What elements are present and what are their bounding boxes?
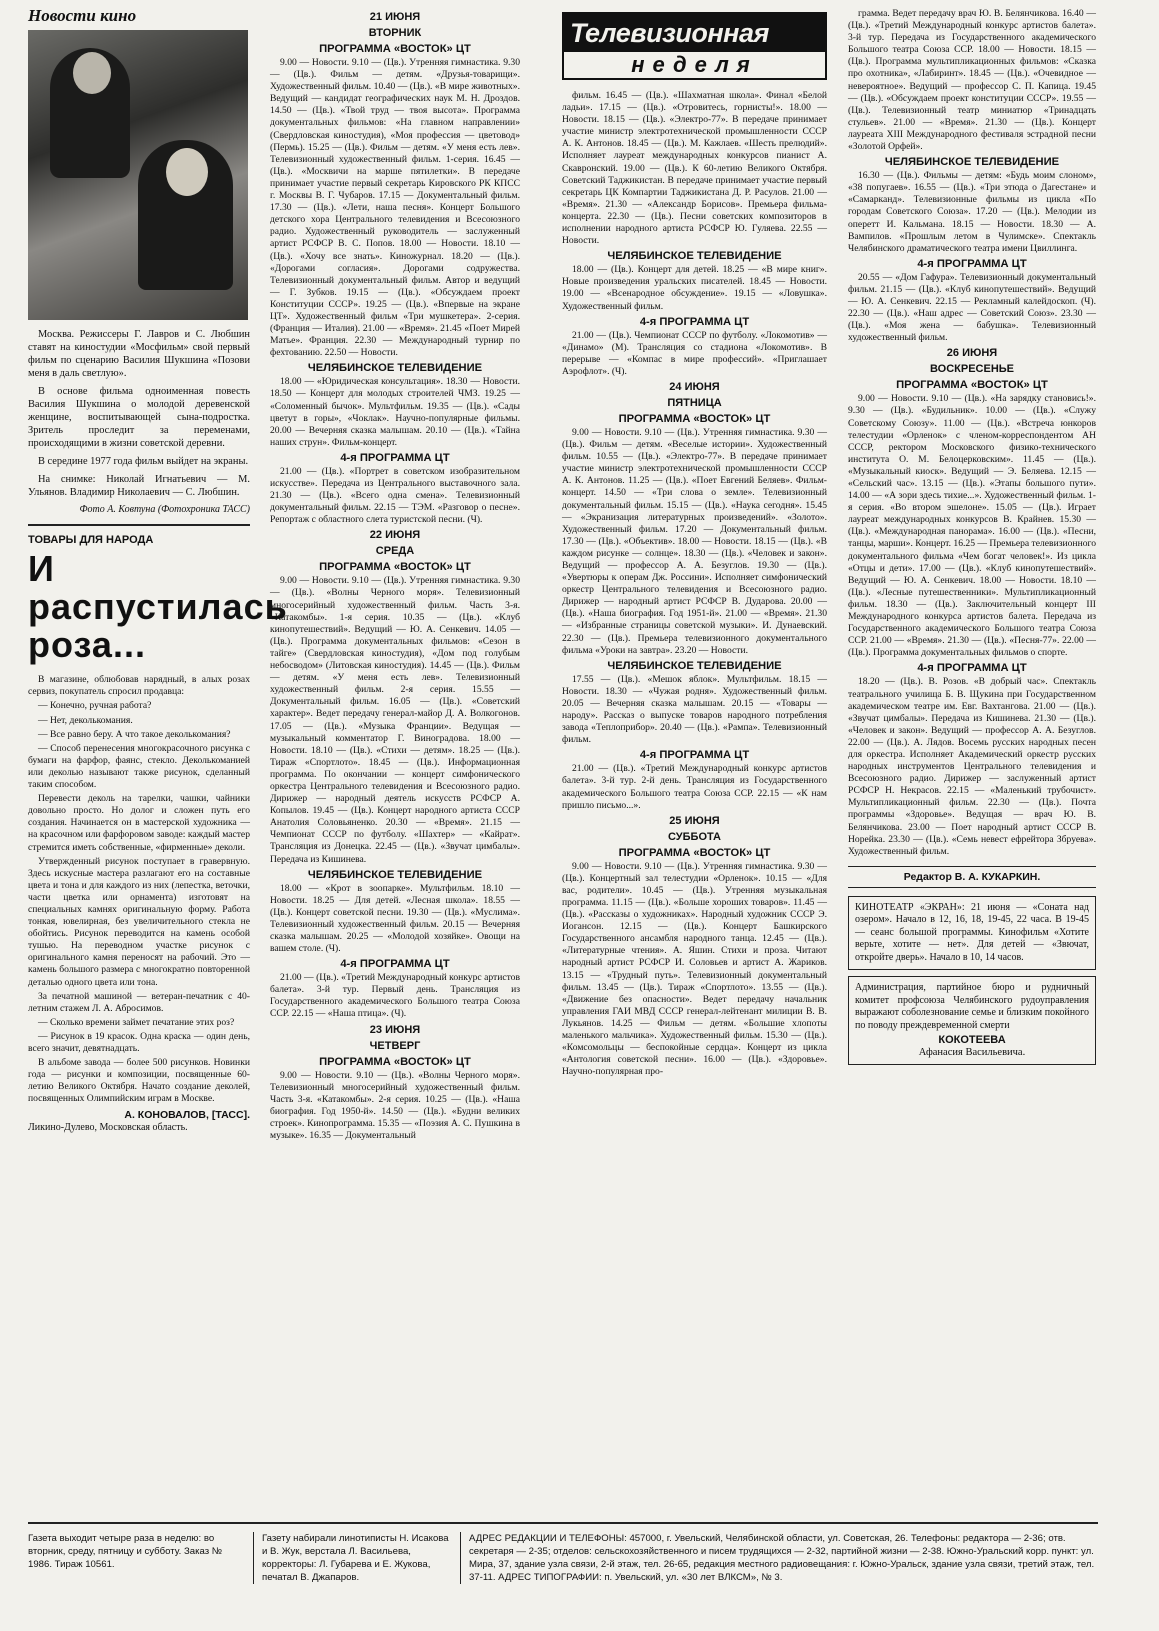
day-weekday: СРЕДА	[375, 545, 415, 558]
program-listing: грамма. Ведет передачу врач Ю. В. Белянчикова. 16.40 — (Цв.). «Третий Международный конкурс артистов балета». 3-й тур. Передача из Государственного академического Большого театра Союза ССР. 18.00 — Новости. 18.15 — (Цв.). Программа мультипликационных фильмов: «Сказка про охотника», «Лабиринт». 18.45 — (Цв.). «Очевидное — невероятное». Ведущий — профессор С. П. Капица. 19.45 — (Цв.). «Обсуждаем проект конституции СССР». 19.55 — (Цв.). Телевизионный театр миниатюр «Тринадцать стульев». 21.00 — «Время». 21.30 — (Цв.). Концерт лауреата XIII Международного фестиваля эстрадной песни «Золотой Орфей».	[848, 8, 1096, 153]
editor-line: Редактор В. А. КУКАРКИН.	[848, 866, 1096, 888]
footer-address: АДРЕС РЕДАКЦИИ И ТЕЛЕФОНЫ: 457000, г. Увельский, Челябинской области, ул. Советская, 26. Телефоны: редактора — 2-36; отв. секретаря — 2-35; отделов: сельскохозяйственного и писем трудящихся — 2-32, партийной жизни — 2-38. Южно-Уральский корр. пункт: ул. Мира, 37, здание узла связи, 2-й этаж, тел. 26-65, редакция местного радиовещания: г. Южно-Уральск, здание узла связи, третий этаж, тел. 37-11. АДРЕС ТИПОГРАФИИ: п. Увельский, ул. «30 лет ВЛКСМ», № 3.	[460, 1532, 1107, 1584]
news-paragraph: В основе фильма одноименная повесть Василия Шукшина о молодой деревенской женщине, воспитывающей сына-подростка. Зритель проследит за переменами, происходящими в жизни советской деревни.	[28, 386, 250, 450]
article-signature: А. КОНОВАЛОВ, [ТАСС].	[124, 1109, 250, 1122]
logo-bottom-text: неделя	[564, 52, 825, 78]
column-news	[28, 6, 288, 1513]
footer-staff: Газету набирали линотиписты Н. Исакова и В. Жук, верстала Л. Васильева, корректоры: Л. Губарева и Е. Жукова, печатал В. Джапаров.	[253, 1532, 452, 1584]
program-listing: 9.00 — Новости. 9.10 — (Цв.). «На зарядку становись!». 9.30 — (Цв.). «Будильник». 10.00 — (Цв.). «Служу Советскому Союзу». 11.00 — (Цв.). «Встреча юнкоров телестудии «Орленок» с членом-корреспондентом АН СССР, ректором Московского физико-технического института О. М. Белоцерковским». 11.45 — (Цв.). «Музыкальный киоск». Ведущий — Э. Беляева. 12.15 — «Сельский час». 13.15 — (Цв.). «Этапы большого пути». 14.00 — «А зори здесь тихие...». Художественный фильм. 1-я серия. «Во втором эшелоне». 15.05 — (Цв.). Играет лауреат международных конкурсов В. Крайнев. 15.30 — (Цв.). «Международная панорама». 16.00 — (Цв.). «Песни, танцы, марши». Концерт. 16.25 — Премьера телевизионного документального фильма «Чем богат человек!». Из цикла «Отцы и дети». 17.00 — (Цв.). «Клуб кинопутешествий». Ведущий — Ю. А. Сенкевич. 18.00 — Новости. 18.10 — (Цв.). «Лесные путешественники». Мультипликационный фильм. 18.30 — (Цв.). Заключительный концерт III Международного конкурса артистов балета. Передача из Государственного академического Большого театра Союза ССР. 21.00 — «Время». 21.30 — (Цв.). «Песня-77». 22.00 — (Цв.). Программа документальных фильмов о спорте.	[848, 393, 1096, 659]
program-listing: 18.00 — «Юридическая консультация». 18.30 — Новости. 18.50 — Концерт для молодых строителей ЧМЗ. 19.25 — «Соломенный бычок». Мультфильм. 19.35 — (Цв.). «Сады цветут в горы», «Чоклак». Научно-популярные фильмы. 20.00 — Вечерняя сказка малышам. 20.10 — (Цв.). «Тайна наших струн». Фильм-концерт.	[270, 376, 520, 448]
article-paragraph: В магазине, облюбовав нарядный, в алых розах сервиз, покупатель спросил продавца:	[28, 674, 250, 698]
article-paragraph: — Нет, деколькомания.	[38, 714, 133, 726]
column-tv-3	[848, 8, 1096, 1513]
article-paragraph: — Все равно беру. А что такое деколькомания?	[38, 728, 231, 740]
program-heading: ЧЕЛЯБИНСКОЕ ТЕЛЕВИДЕНИЕ	[307, 868, 483, 881]
day-weekday: СУББОТА	[668, 830, 721, 843]
program-listing: 21.00 — (Цв.). «Третий Международный конкурс артистов балета». 3-й тур. 2-й день. Трансляция из Государственного академического Большого театра Союза ССР. 22.15 — «К нам пришло письмо...».	[562, 763, 827, 811]
photo-caption: Москва. Режиссеры Г. Лавров и С. Любшин ставят на киностудии «Мосфильм» свой первый фильм по сценарию Василия Шукшина «Позови меня в даль светлую».	[28, 329, 250, 380]
article-paragraph: В альбоме завода — более 500 рисунков. Новинки года — рисунки и композиции, посвященные 60-летию Великого Октября. Начато создание деколей, посвященных Олимпийским играм в Москве.	[28, 1057, 250, 1105]
program-listing: 9.00 — Новости. 9.10 — (Цв.). Утренняя гимнастика. 9.30 — (Цв.). Концертный зал телестудии «Орленок». 10.15 — «Для вас, родители». 10.45 — (Цв.). Утренняя музыкальная программа. 11.15 — (Цв.). «Больше хороших товаров». 11.45 — (Цв.). «Рассказы о художниках». Народный художник СССР Э. Иогансон. 12.15 — (Цв.). Концерт Башкирского Государственного ансамбля народного танца. 12.45 — (Цв.). «Литературные чтения». А. Яшин. Стихи и проза. Читают народный артист РСФСР И. Соловьев и артист А. Жариков. 13.15 — «Трудный путь». Телевизионный документальный фильм. 13.45 — (Цв.). Тираж «Спортлото». 13.55 — (Цв.). «Движение без опасности». Ведет передачу начальник управления ГАИ МВД СССР генерал-лейтенант милиции В. В. Лукьянов. 14.25 — Фильм — детям. «Большие хлопоты маленького мальчика». Художественный фильм. 15.30 — (Цв.). «Комсомольцы — беспокойные сердца». Концерт из цикла «Антология советской песни». 16.00 — (Цв.). «Здоровье». Научно-популярная про-	[562, 860, 827, 1078]
photo-credit: Фото А. Ковтуна (Фотохроника ТАСС)	[79, 504, 250, 516]
program-heading: 4-я ПРОГРАММА ЦТ	[917, 257, 1027, 270]
program-heading: ЧЕЛЯБИНСКОЕ ТЕЛЕВИДЕНИЕ	[607, 250, 782, 263]
article-place: Ликино-Дулево, Московская область.	[28, 1121, 188, 1133]
day-weekday: ВТОРНИК	[368, 27, 422, 39]
program-heading: ПРОГРАММА «ВОСТОК» ЦТ	[319, 561, 471, 574]
obituary-text: Администрация, партийное бюро и рудничный комитет профсоюза Челябинского рудоуправления выражают соболезнование семье и близким покойного по поводу преждевременной смерти	[855, 982, 1089, 1031]
obituary-name: КОКОТЕЕВА	[938, 1034, 1006, 1047]
program-listing: 21.00 — (Цв.). Чемпионат СССР по футболу. «Локомотив» — «Динамо» (М). Трансляция со стадиона «Локомотив». В перерыве — «Компас в мире профессий». «Приглашает Аэрофлот». (Ч).	[562, 329, 827, 377]
cinema-box: КИНОТЕАТР «ЭКРАН»: 21 июня — «Соната над озером». Начало в 12, 16, 18, 19-45, 22 часа. В 19-45 — сеанс большой программы. Кинофильм «Хотите верьте, хотите — нет». Для детей — «Звючат, откройте дверь». Начало в 10, 14 часов.	[848, 896, 1096, 971]
program-listing: 9.00 — Новости. 9.10 — (Цв.). Утренняя гимнастика. 9.30 — (Цв.). Фильм — детям. «Друзья-товарищи». Художественный фильм. 10.40 — (Цв.). «В мире животных». Ведущий — кандидат географических наук М. Н. Дроздов. 14.50 — (Цв.). «Твой труд — твоя высота». Программа документальных фильмов: «На главном направлении» (Свердловская киностудия), «Моя профессия — цветовод» (Пермь). 15.25 — (Цв.). Фильм — детям. «У меня есть лев». Телевизионный художественный фильм. 1-серия. 16.45 — (Цв.). «Москвичи на марше пятилетки». В передаче принимает участие первый секретарь Кировского РК КПСС г. Москвы В. Г. Чубаров. 17.15 — Документальный фильм. 17.30 — (Цв.). «Лети, наша песня». Концерт Большого детского хора Центрального телевидения и Всесоюзного радио. Художественный руководитель — заслуженный артист РСФСР В. С. Попов. 18.00 — Новости. 18.10 — (Цв.). «Хочу все знать». Киножурнал. 18.20 — (Цв.). «Дорогами согласия». Дорогами содружества. Телевизионный документальный фильм. Автор и ведущий — Г. Зубков. 19.15 — (Цв.). «Обсуждаем проект Конституции СССР». 19.25 — (Цв.). «Впервые на экране ЦТ». Художественный фильм «Три мушкетера». 2-серия. (Франция — Италия). 21.00 — «Время». 21.45 «Поет Мирей Матье». Франция. 22.30 — Международный турнир по фехтованию. 22.50 — Новости.	[270, 57, 520, 359]
program-listing: 9.00 — Новости. 9.10 — (Цв.). «Волны Черного моря». Телевизионный многосерийный художественный фильм. Часть 3-я. «Катакомбы». 2-я серия. 10.25 — (Цв.). «Наша биография. Год 1950-й». 14.50 — (Цв.). «Будни великих строек». Кинопрограмма. 15.35 — «Поэзия А. С. Пушкина в музыке». 16.35 — Документальный	[270, 1069, 520, 1142]
article-paragraph: — Конечно, ручная работа?	[38, 700, 152, 712]
day-weekday: ПЯТНИЦА	[667, 396, 722, 409]
program-heading: 4-я ПРОГРАММА ЦТ	[340, 451, 450, 464]
article-paragraph: — Сколько времени займет печатание этих роз?	[38, 1016, 235, 1028]
article-body	[28, 674, 250, 1105]
day-weekday: ВОСКРЕСЕНЬЕ	[929, 363, 1015, 376]
program-heading: ПРОГРАММА «ВОСТОК» ЦТ	[896, 379, 1048, 392]
program-heading: ПРОГРАММА «ВОСТОК» ЦТ	[618, 412, 771, 425]
program-listing: 16.30 — (Цв.). Фильмы — детям: «Будь моим слоном», «38 попугаев». 16.55 — (Цв.). «Три этюда о Дагестане» и «Самарканд». Телевизионные фильмы из цикла «По городам Советского Союза». 17.20 — (Цв.). Мелодии из оперетт И. Кальмана. 18.15 — Новости. 18.30 — А. Вампилов. «Прошлым летом в Чулимске». Спектакль Челябинского драматического театра имени Цвиллинга.	[848, 170, 1096, 254]
program-heading: ПРОГРАММА «ВОСТОК» ЦТ	[319, 43, 471, 55]
program-listing: 18.00 — (Цв.). Концерт для детей. 18.25 — «В мире книг». Новые произведения уральских писателей. 18.45 — Новости. 19.00 — «Всенародное обсуждение». 19.15 — «Ловушка». Художественный фильм.	[562, 264, 827, 312]
news-paragraph: В середине 1977 года фильм выйдет на экраны.	[38, 456, 249, 468]
obituary-box	[848, 976, 1096, 1065]
day-date: 26 ИЮНЯ	[946, 347, 998, 360]
imprint-footer	[28, 1522, 1098, 1626]
program-listing: 18.20 — (Цв.). В. Розов. «В добрый час». Спектакль театрального училища Б. В. Щукина при Государственном академическом театре им. Евг. Вахтангова. 21.00 — (Цв.). «Звучат цимбалы». Передача из Кишинева. 21.30 — (Цв.). «Человек и закон». Ведущий — профессор А. А. Безуглов. 22.00 — (Цв.). А. Лядов. Восемь русских народных песен для оркестра. Исполняет Академический оркестр русских народных инструментов Центрального телевидения и Всесоюзного радио. Дирижер — заслуженный артист РСФСР Н. Некрасов. 22.15 — «Маленький трубочист». Мультипликационный фильм. 22.30 — (Цв.). Почта программы «Здоровье». Ведущая — врач Ю. В. Белянчикова. 23.00 — Поет народный артист СССР В. Норейка. 23.30 — (Цв.). «Семь невест ефрейтора Збруева». Художественный фильм.	[848, 676, 1096, 857]
program-listing: 20.55 — «Дом Гафура». Телевизионный документальный фильм. 21.15 — (Цв.). «Клуб кинопутешествий». Ведущий — Ю. А. Сенкевич. 22.15 — Рекламный калейдоскоп. (Ч). 22.30 — (Цв.). «Наш адрес — Советский Союз». 23.30 — (Цв.). «Моя жена — бабушка». Телевизионный художественный фильм.	[848, 271, 1096, 344]
program-heading: ЧЕЛЯБИНСКОЕ ТЕЛЕВИДЕНИЕ	[884, 156, 1060, 169]
day-date: 25 ИЮНЯ	[669, 814, 720, 827]
article-paragraph: Утвержденный рисунок поступает в гравервную. Здесь искусные мастера разлагают его на составные цвета и тона и для каждого из них (лепестка, веточки, части цветка или орнамента) изготовят на специальных камнях оригинальную форму. Работа тонкая, ювелирная, без увеличительного стекла не обойтись. Рисунок переводится на камень особой тушью. На переводном участке рисунок с оригинального камня переносят на рабочий. Это — камень большого размера с многократно повторенной деталью одного цвета или тона.	[28, 855, 250, 988]
day-weekday: ЧЕТВЕРГ	[369, 1039, 421, 1052]
article-headline: И распустилась роза...	[28, 548, 288, 666]
column-tv-2	[562, 8, 827, 1513]
news-photo	[28, 30, 248, 320]
footer-schedule: Газета выходит четыре раза в неделю: во вторник, среду, пятницу и субботу. Заказ № 1986. Тираж 10561.	[28, 1533, 223, 1570]
program-heading: ЧЕЛЯБИНСКОЕ ТЕЛЕВИДЕНИЕ	[607, 659, 782, 672]
program-heading: 4-я ПРОГРАММА ЦТ	[639, 749, 750, 762]
obituary-fullname: Афанасия Васильевича.	[918, 1046, 1026, 1058]
program-heading: ПРОГРАММА «ВОСТОК» ЦТ	[618, 846, 771, 859]
photo-head-left	[73, 52, 111, 94]
article-kicker: ТОВАРЫ ДЛЯ НАРОДА	[28, 534, 154, 547]
rubric-title: Новости кино	[28, 6, 137, 25]
column-tv-1	[270, 8, 520, 1513]
program-heading: ЧЕЛЯБИНСКОЕ ТЕЛЕВИДЕНИЕ	[307, 362, 483, 375]
divider	[28, 524, 250, 526]
program-listing: фильм. 16.45 — (Цв.). «Шахматная школа». Финал «Белой ладьи». 17.15 — (Цв.). «Отровитесь, горнисты!». 18.00 — Новости. 18.15 — (Цв.). «Электро-77». В передаче принимает участие министр электротехнической промышленности СССР А. К. Антонов. 18.45 — (Цв.). М. Кажлаев. «Шесть прелюдий». Исполняет лауреат международных конкурсов пианист А. Скавронский. 19.00 — (Цв.). К 60-летию Великого Октября. Советский Таджикистан. В передаче принимает участие первый секретарь ЦК Компартии Таджикистана Д. Р. Расулов. 21.00 — «Время». 21.30 — «Александр Борисов». Премьера фильма-концерта. 22.30 — (Цв.). Песни советских композиторов в исполнении народного артиста РСФСР Ю. Гуляева. 22.55 — Новости.	[562, 90, 827, 247]
photo-head-right	[166, 148, 208, 196]
program-heading: 4-я ПРОГРАММА ЦТ	[639, 315, 750, 328]
news-paragraph: На снимке: Николай Игнатьевич — М. Ульянов. Владимир Николаевич — С. Любшин.	[28, 474, 250, 499]
program-heading: 4-я ПРОГРАММА ЦТ	[340, 958, 450, 971]
article-paragraph: Перевести деколь на тарелки, чашки, чайники довольно просто. Но долог и сложен путь его создания. Начинается он в мастерской художника — на красочном или фарфоровом заводе: каждый мастер стремится иметь собственные, «фирменные» деколи.	[28, 793, 250, 853]
day-date: 23 ИЮНЯ	[369, 1023, 421, 1036]
program-heading: ПРОГРАММА «ВОСТОК» ЦТ	[319, 1055, 471, 1068]
program-listing: 18.00 — «Крот в зоопарке». Мультфильм. 18.10 — Новости. 18.25 — Для детей. «Лесная школа». 18.55 — (Цв.). Концерт советской песни. 19.30 — (Цв.). «Муслима». Телевизионный художественный фильм. 20.15 — Вечерняя сказка малышам. 20.25 — «Молодой хозяйке». Овощи на вашем столе. (Ч).	[270, 882, 520, 955]
program-listing: 21.00 — (Цв.). «Портрет в советском изобразительном искусстве». Передача из Центрального выставочного зала. 21.30 — (Цв.). «Всего одна смена». Телевизионный документальный фильм. 22.15 — ТЭМ. «Разговор о песне». Репортаж с областного слета туристской песни. (Ч).	[270, 465, 520, 526]
program-listing: 9.00 — Новости. 9.10 — (Цв.). Утренняя гимнастика. 9.30 — (Цв.). «Волны Черного моря». Телевизионный многосерийный художественный фильм. Часть 3-я. «Катакомбы». 1-я серия. 10.35 — (Цв.). «Клуб кинопутешествий». Ведущий — Ю. А. Сенкевич. 14.05 — (Цв.). Программа документальных фильмов: «Сезон в тайге» (Свердловская киностудия), «Дом под голубым небосводом» (Литовская киностудия). 14.45 — (Цв.). Фильм — детям. «У меня есть лев». Телевизионный художественный фильм. 2-я серия. 15.55 — Документальный фильм. 16.05 — (Цв.). «Советский характер». Ведет передачу генерал-майор Д. А. Волкогонов. 17.05 — (Цв.). «Музыка Франции». Ведущая — музыкальный комментатор Г. Виноградова. 18.00 — Новости. 18.10 — (Цв.). «Стихи — детям». 18.25 — (Цв.). Тираж «Спортлото». 18.45 — (Цв.). Информационная программа. По окончании — концерт симфонического оркестра Центрального телевидения и Всесоюзного радио. Дирижер — народный деятель искусств РСФСР А. Копылов. 19.45 — (Цв.). Концерт народного артиста СССР Анатолия Соловьяненко. 20.30 — «Время». 21.15 — Чемпионат СССР по футболу. «Шахтер» — «Кайрат». Трансляция из Донецка. 22.45 — (Цв.). «Звучат цимбалы». Передача из Кишинева.	[270, 575, 520, 865]
day-date: 21 ИЮНЯ	[369, 11, 421, 23]
program-listing: 17.55 — (Цв.). «Мешок яблок». Мультфильм. 18.15 — Новости. 18.30 — «Чужая родня». Художественный фильм. 20.05 — Вечерняя сказка малышам. 20.15 — «Товары — народу». Рассказ о выпуске товаров народного потребления завода «Теплоприбор». 20.40 — (Цв.). «Рампа». Телевизионный фильм.	[562, 673, 827, 746]
article-paragraph: — Рисунок в 19 красок. Одна краска — один день, всего значит, девятнадцать.	[28, 1030, 250, 1054]
article-paragraph: — Способ перенесения многокрасочного рисунка с бумаги на фарфор, фаянс, стекло. Деколькоманией или деколью называют также рисунок, сделанный таким способом.	[28, 742, 250, 791]
program-listing: 21.00 — (Цв.). «Третий Международный конкурс артистов балета». 3-й тур. Первый день. Трансляция из Государственного академического Большого театра Союза ССР. 22.15 — «Наша птица». (Ч).	[270, 972, 520, 1020]
program-heading: 4-я ПРОГРАММА ЦТ	[917, 662, 1027, 675]
day-date: 24 ИЮНЯ	[669, 380, 720, 393]
day-date: 22 ИЮНЯ	[369, 529, 421, 542]
article-paragraph: За печатной машиной — ветеран-печатник с 40-летним стажем Л. А. Абросимов.	[28, 990, 250, 1014]
program-listing: 9.00 — Новости. 9.10 — (Цв.). Утренняя гимнастика. 9.30 — (Цв.). Фильм — детям. «Веселые истории». Художественный фильм. 10.55 — (Цв.). «Электро-77». В передаче принимает участие министр электротехнической промышленности СССР А. К. Антонов. 11.25 — (Цв.). «Поет Евгений Беляев». Фильм-концерт. 14.50 — «Три слова о земле». Телевизионный документальный фильм. 15.15 — (Цв.). «Наука сегодня». 15.45 — «Экранизация литературных произведений». «Золото». Художественный фильм. 17.20 — Документальный фильм. 17.30 — (Цв.). «Объектив». 18.00 — Новости. 18.15 — (Цв.). «В каждом рисунке — солнце». 18.30 — (Цв.). «Человек и закон». Ведущий — профессор А. А. Безуглов. 19.30 — (Цв.). «Увертюры к операм Дж. Россини». Исполняет симфонический оркестр Центрального телевидения и Всесоюзного радио. Дирижер — народный артист РСФСР В. Дударова. 20.00 — (Цв.). «Наша биография. Год 1951-й». 21.00 — «Время». 21.30 — «Избранные страницы советской музыки». И. Дунаевский. 22.30 — (Цв.). Премьера телевизионного документального фильма «Уроки на завтра». 23.20 — Новости.	[562, 426, 827, 656]
tv-week-logo	[562, 12, 827, 80]
logo-top-text: Телевизионная	[564, 14, 825, 52]
